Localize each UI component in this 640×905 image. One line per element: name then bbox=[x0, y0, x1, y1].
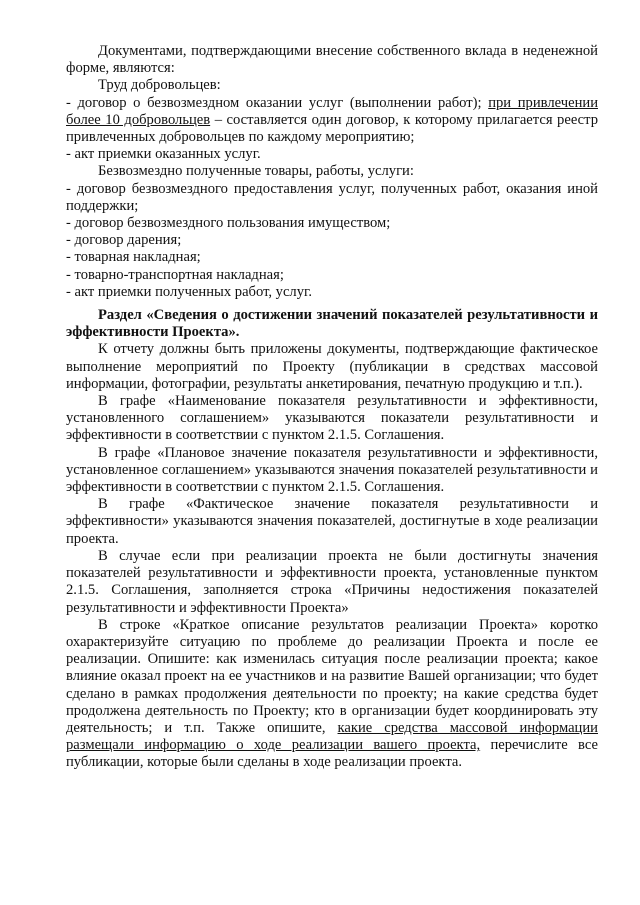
document-page bbox=[66, 43, 598, 772]
volunteer-item-1-underlined: при привлечении более 10 добровольцев bbox=[66, 94, 598, 128]
goods-item: - договор безвозмездного предоставления услуг, полученных работ, оказания иной поддержки; bbox=[66, 180, 598, 214]
volunteer-item-1-text-end: – составляется один договор, к которому прилагается реестр привлеченных добровольцев по каждому мероприятию; bbox=[66, 111, 598, 146]
final-paragraph-text: В строке «Краткое описание результатов реализации Проекта» коротко охарактеризуйте ситуацию по проблеме до реализации Проекта и после ее реализации. Опишите: как изменилась ситуация после реализации проекта; какое влияние оказал проект на ее участников и на развитие Вашей организации; что будет сделано в рамках продолжения деятельности по проекту; на какие средства будет продолжена деятельность по Проекту; кто в организации будет координировать эту деятельность; и т.п. Также опишите, bbox=[66, 616, 598, 736]
goods-item: - товарная накладная; bbox=[66, 249, 201, 266]
final-paragraph-underlined: какие средства массовой информации размещали информацию о ходе реализации вашего проекта, bbox=[66, 719, 598, 754]
goods-item: - товарно-транспортная накладная; bbox=[66, 266, 284, 283]
volunteer-item-1 bbox=[66, 95, 598, 147]
goods-item: - договор дарения; bbox=[66, 232, 182, 249]
final-paragraph-text-end: перечислите все публикации, которые были сделаны в ходе реализации проекта. bbox=[66, 737, 598, 771]
body-paragraph: В графе «Плановое значение показателя результативности и эффективности, установленное соглашением» указываются значения показателей результативности и эффективности в соответствии с пунктом 2.1.5. Соглашения. bbox=[66, 444, 598, 496]
body-paragraph: В графе «Наименование показателя результативности и эффективности, установленного соглашением» указываются показатели результативности и эффективности в соответствии с пунктом 2.1.5. Соглашения. bbox=[66, 393, 598, 444]
intro-paragraph: Документами, подтверждающими внесение собственного вклада в неденежной форме, являются: bbox=[66, 43, 598, 77]
volunteer-item-1-text: - договор о безвозмездном оказании услуг (выполнении работ); bbox=[66, 94, 489, 111]
goods-heading: Безвозмездно полученные товары, работы, услуги: bbox=[98, 163, 414, 180]
volunteer-item-2: - акт приемки оказанных услуг. bbox=[66, 146, 261, 163]
body-paragraph: В графе «Фактическое значение показателя результативности и эффективности» указываются значения показателей, достигнутые в ходе реализации проекта. bbox=[66, 496, 598, 547]
body-paragraph: В случае если при реализации проекта не были достигнуты значения показателей результативности и эффективности проекта, установленные пунктом 2.1.5. Соглашения, заполняется строка «Причины недостижения показателей результативности и эффективности Проекта» bbox=[66, 547, 598, 616]
final-paragraph bbox=[66, 617, 598, 772]
section-title: Раздел «Сведения о достижении значений показателей результативности и эффективности Проекта». bbox=[66, 307, 598, 341]
goods-item: - договор безвозмездного пользования имуществом; bbox=[66, 215, 391, 232]
body-paragraph: К отчету должны быть приложены документы, подтверждающие фактическое выполнение мероприятий по Проекту (публикации в средствах массовой информации, фотографии, результаты анкетирования, печатную продукцию и т.п.). bbox=[66, 341, 598, 392]
goods-item: - акт приемки полученных работ, услуг. bbox=[66, 283, 312, 300]
volunteer-heading: Труд добровольцев: bbox=[98, 77, 221, 94]
